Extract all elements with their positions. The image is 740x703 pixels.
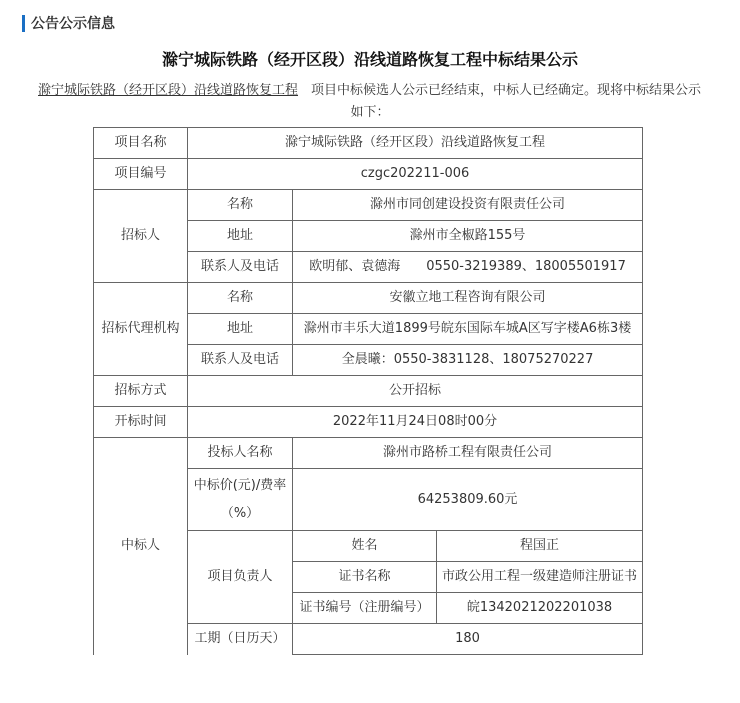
tenderer-name-value: 滁州市同创建设投资有限责任公司 (293, 190, 643, 221)
intro-tail: 如下： (350, 105, 390, 120)
table-row (94, 159, 643, 190)
tenderer-label: 招标人 (94, 190, 188, 283)
section-header (22, 14, 115, 32)
tenderer-name-label: 名称 (188, 190, 293, 221)
tenderer-contact-label: 联系人及电话 (188, 252, 293, 283)
agency-contact-label: 联系人及电话 (188, 345, 293, 376)
price-value: 64253809.60元 (293, 469, 643, 531)
cert-no-label: 证书编号（注册编号） (293, 593, 437, 624)
manager-name-value: 程国正 (437, 531, 643, 562)
intro-text: 项目中标候选人公示已经结束，中标人已经确定。现将中标结果公示 (311, 83, 702, 98)
project-no-label: 项目编号 (94, 159, 188, 190)
section-accent-bar (22, 15, 25, 32)
price-label: 中标价(元)/费率（%） (188, 469, 293, 531)
agency-contact-value: 全晨曦：0550-3831128、18075270227 (293, 345, 643, 376)
table-row (94, 407, 643, 438)
table-row (94, 438, 643, 469)
table-row (94, 283, 643, 314)
agency-name-value: 安徽立地工程咨询有限公司 (293, 283, 643, 314)
bidder-name-label: 投标人名称 (188, 438, 293, 469)
winner-label: 中标人 (94, 438, 188, 655)
project-name-value: 滁宁城际铁路（经开区段）沿线道路恢复工程 (188, 128, 643, 159)
table-row (94, 128, 643, 159)
open-time-label: 开标时间 (94, 407, 188, 438)
method-value: 公开招标 (188, 376, 643, 407)
tenderer-address-value: 滁州市全椒路155号 (293, 221, 643, 252)
open-time-value: 2022年11月24日08时00分 (188, 407, 643, 438)
cert-no-value: 皖1342021202201038 (437, 593, 643, 624)
duration-value: 180 (293, 624, 643, 655)
project-no-value: czgc202211-006 (188, 159, 643, 190)
cert-name-value: 市政公用工程一级建造师注册证书 (437, 562, 643, 593)
agency-address-label: 地址 (188, 314, 293, 345)
manager-name-label: 姓名 (293, 531, 437, 562)
tenderer-address-label: 地址 (188, 221, 293, 252)
agency-address-value: 滁州市丰乐大道1899号皖东国际车城A区写字楼A6栋3楼 (293, 314, 643, 345)
award-result-table (93, 127, 643, 655)
notice-title: 滁宁城际铁路（经开区段）沿线道路恢复工程中标结果公示 (161, 50, 578, 69)
cert-name-label: 证书名称 (293, 562, 437, 593)
manager-label: 项目负责人 (188, 531, 293, 624)
project-name-label: 项目名称 (94, 128, 188, 159)
method-label: 招标方式 (94, 376, 188, 407)
bidder-name-value: 滁州市路桥工程有限责任公司 (293, 438, 643, 469)
intro-project-name: 滁宁城际铁路（经开区段）沿线道路恢复工程 (38, 83, 299, 98)
agency-label: 招标代理机构 (94, 283, 188, 376)
table-row (94, 190, 643, 221)
agency-name-label: 名称 (188, 283, 293, 314)
duration-label: 工期（日历天） (188, 624, 293, 655)
table-row (94, 376, 643, 407)
section-title: 公告公示信息 (31, 16, 115, 32)
tenderer-contact-value: 欧明郁、袁德海 0550-3219389、18005501917 (293, 252, 643, 283)
